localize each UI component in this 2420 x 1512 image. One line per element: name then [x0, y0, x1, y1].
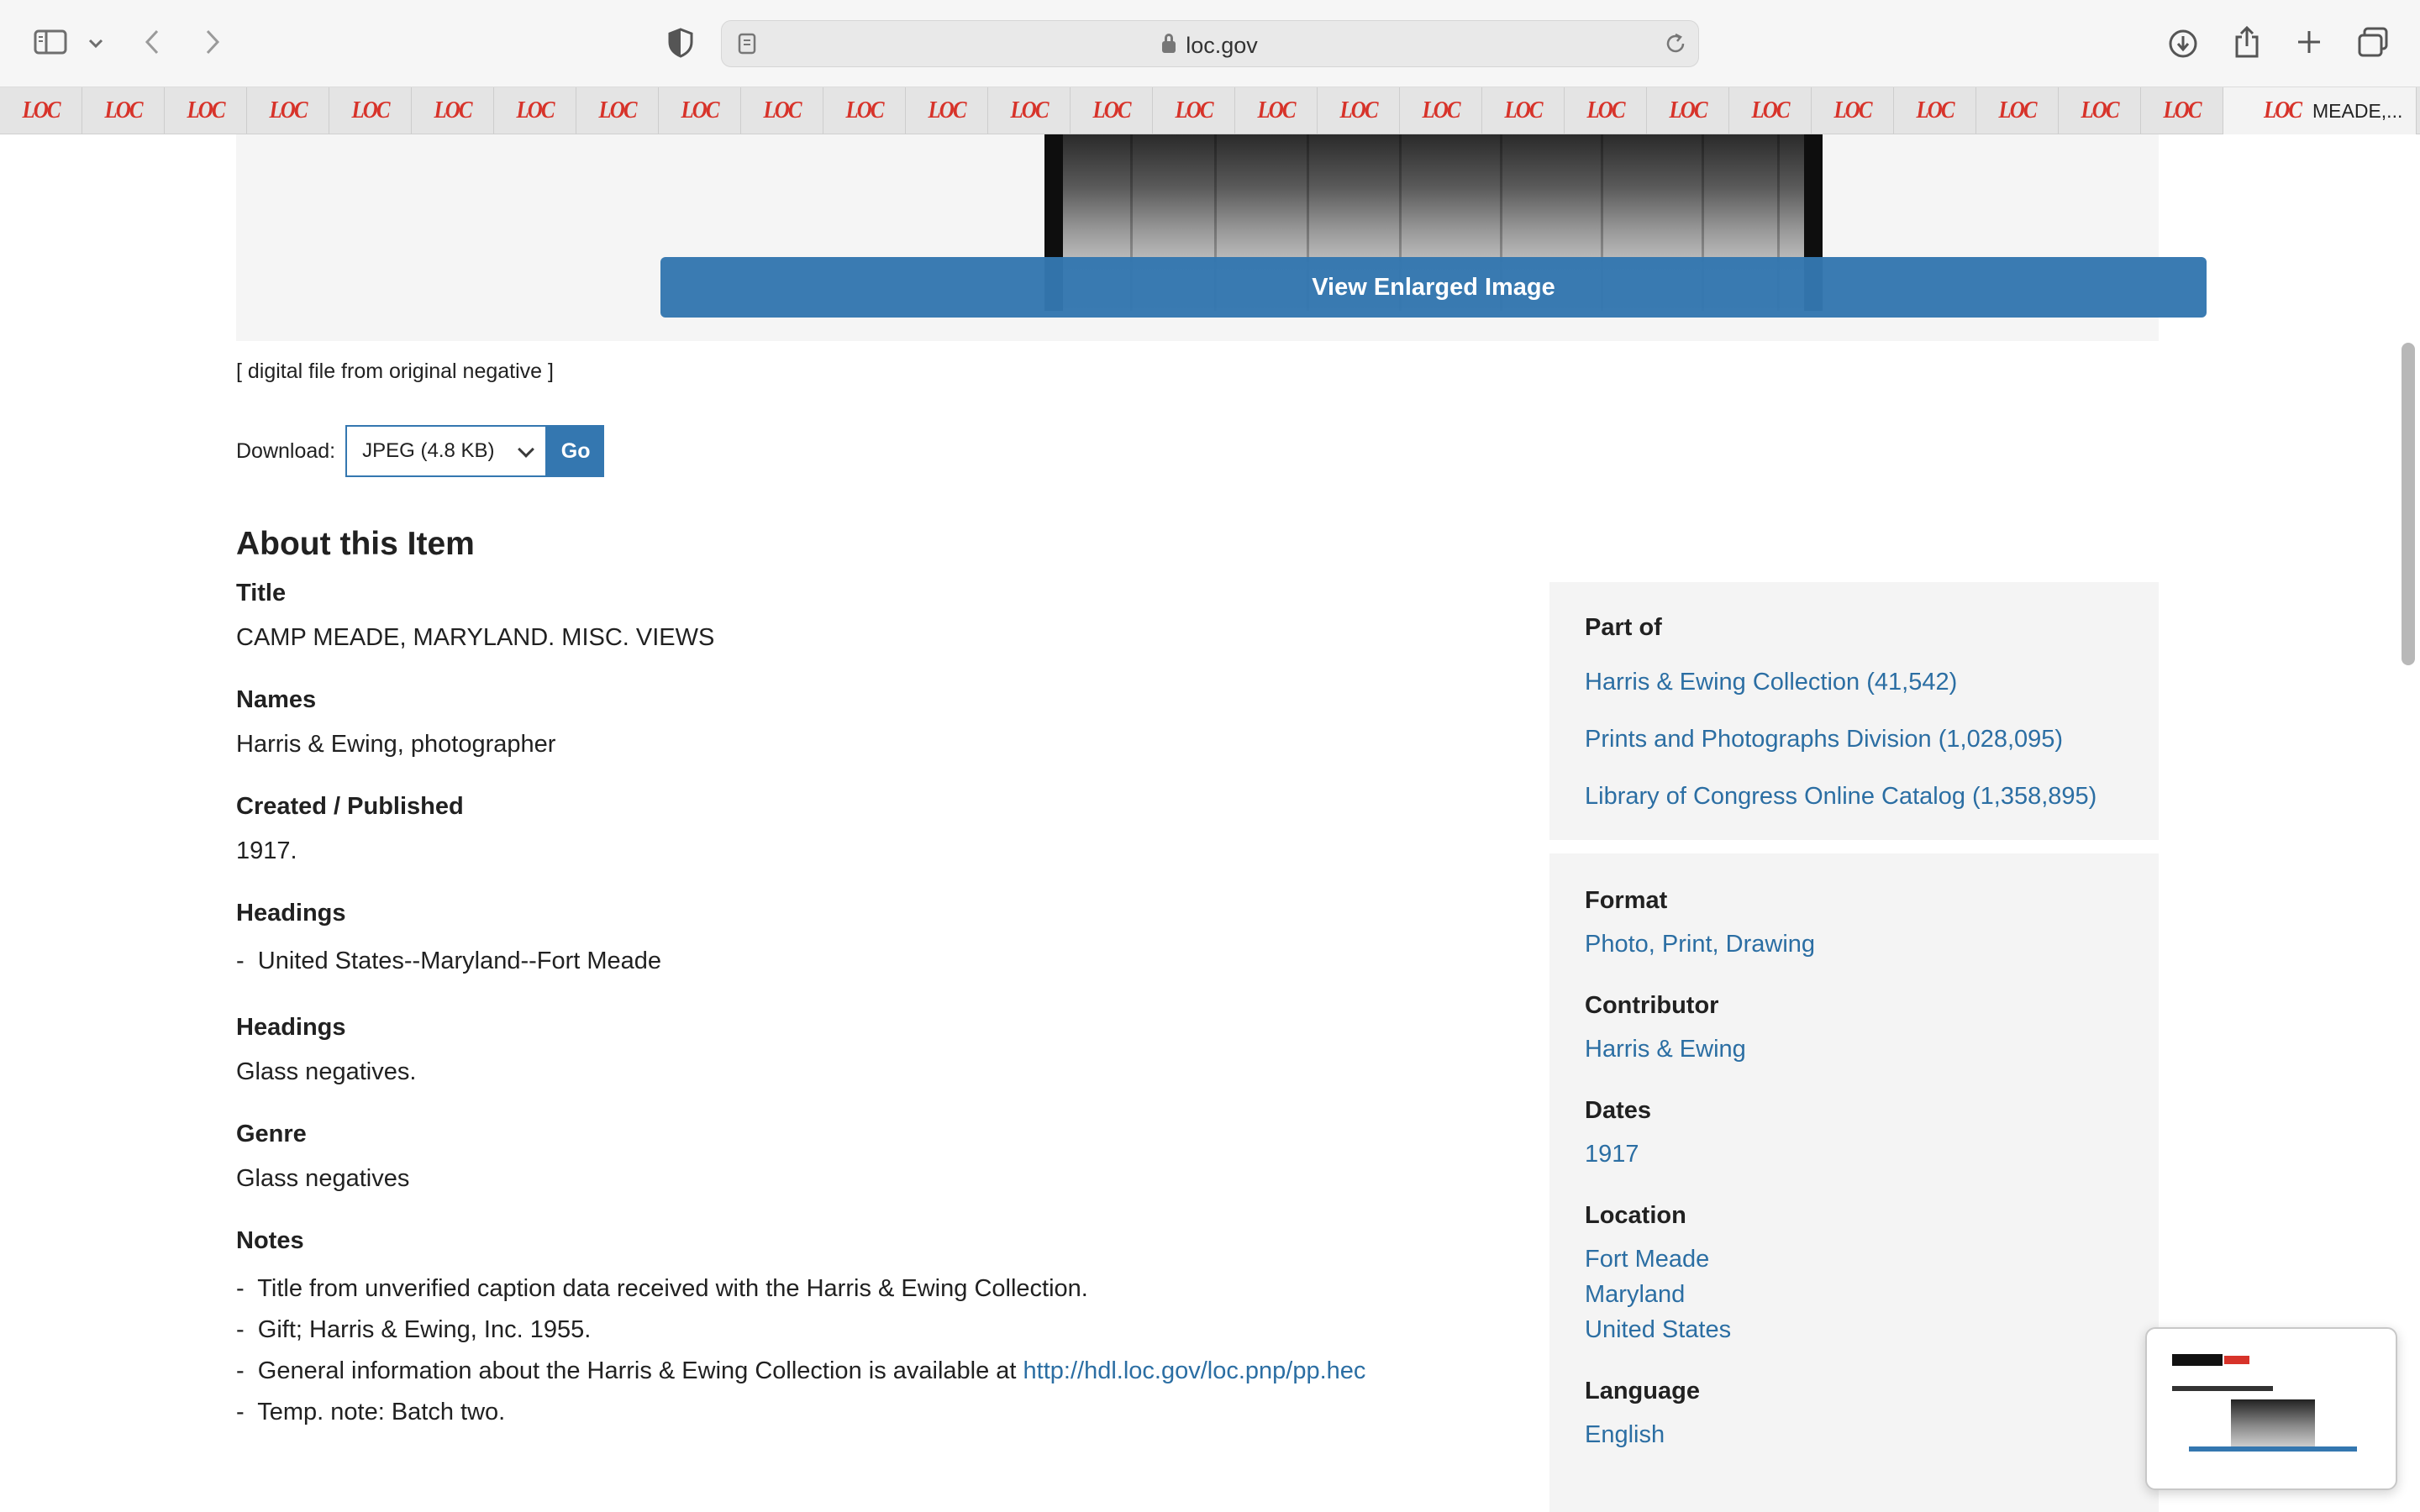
facet-link[interactable]: United States — [1585, 1316, 1732, 1343]
browser-tab[interactable] — [1482, 87, 1565, 134]
loc-favicon-icon: LOC — [681, 97, 718, 123]
back-icon[interactable] — [139, 27, 165, 57]
loc-favicon-icon: LOC — [598, 97, 636, 123]
browser-tab[interactable] — [329, 87, 412, 134]
download-label: Download: — [236, 438, 336, 463]
note-text: General information about the Harris & Ewing Collection is available at — [257, 1357, 1023, 1384]
loc-favicon-icon: LOC — [1998, 97, 2036, 123]
field-value: Glass negatives. — [236, 1058, 417, 1085]
browser-tab[interactable] — [1318, 87, 1400, 134]
about-heading: About this Item — [236, 526, 475, 562]
browser-tab[interactable] — [659, 87, 741, 134]
view-enlarged-image-button[interactable]: View Enlarged Image — [660, 257, 2207, 318]
field-label: Headings — [236, 1014, 346, 1041]
facet-link[interactable]: 1917 — [1585, 1141, 1639, 1168]
browser-tab[interactable] — [823, 87, 906, 134]
facet-dates — [1585, 1097, 2123, 1172]
reload-icon[interactable] — [1663, 31, 1688, 56]
browser-tab[interactable] — [1400, 87, 1482, 134]
browser-tab[interactable] — [1894, 87, 1976, 134]
part-of-label: Part of — [1585, 614, 1662, 641]
new-tab-icon[interactable] — [2294, 27, 2324, 57]
tab-overview-icon[interactable] — [2356, 25, 2390, 59]
field-label: Created / Published — [236, 793, 464, 820]
chevron-down-icon — [518, 441, 534, 458]
facet-contributor — [1585, 992, 2123, 1067]
browser-tab[interactable] — [988, 87, 1071, 134]
field-label: Genre — [236, 1121, 307, 1147]
browser-tab[interactable] — [1976, 87, 2059, 134]
browser-tab[interactable] — [165, 87, 247, 134]
loc-favicon-icon: LOC — [1422, 97, 1460, 123]
field-names — [236, 686, 1497, 761]
url-text — [722, 33, 1698, 59]
facet-link[interactable]: Photo, Print, Drawing — [1585, 931, 1816, 958]
loc-favicon-icon: LOC — [1586, 97, 1624, 123]
facet-link[interactable]: Maryland — [1585, 1281, 1686, 1308]
loc-favicon-icon: LOC — [928, 97, 965, 123]
address-bar[interactable] — [721, 20, 1699, 67]
loc-favicon-icon: LOC — [1751, 97, 1789, 123]
field-headings — [236, 900, 1497, 982]
facet-label: Dates — [1585, 1097, 1651, 1124]
facet-format — [1585, 887, 2123, 962]
note-item — [236, 1351, 1497, 1392]
loc-favicon-icon: LOC — [22, 97, 60, 123]
loc-favicon-icon: LOC — [351, 97, 389, 123]
field-value: - United States--Maryland--Fort Meade — [236, 941, 1497, 982]
browser-tab[interactable] — [906, 87, 988, 134]
browser-tab[interactable] — [1729, 87, 1812, 134]
field-value: Harris & Ewing, photographer — [236, 731, 556, 758]
browser-tab[interactable] — [412, 87, 494, 134]
loc-favicon-icon: LOC — [1916, 97, 1954, 123]
browser-tab[interactable] — [741, 87, 823, 134]
loc-favicon-icon: LOC — [2081, 97, 2118, 123]
thumbnail-button — [2189, 1446, 2357, 1452]
tab-title: MEADE,... — [2312, 99, 2403, 122]
loc-favicon-icon: LOC — [845, 97, 883, 123]
loc-favicon-icon: LOC — [187, 97, 224, 123]
facet-location — [1585, 1202, 2123, 1347]
browser-tab[interactable] — [494, 87, 576, 134]
thumbnail-image — [2231, 1399, 2315, 1452]
loc-favicon-icon: LOC — [516, 97, 554, 123]
browser-tab[interactable] — [1647, 87, 1729, 134]
downloads-icon[interactable] — [2166, 27, 2200, 60]
browser-tab-active[interactable] — [2223, 87, 2417, 134]
loc-favicon-icon: LOC — [1092, 97, 1130, 123]
share-icon[interactable] — [2230, 24, 2264, 60]
facets-panel — [1549, 853, 2159, 1512]
loc-favicon-icon: LOC — [2163, 97, 2201, 123]
field-value: Glass negatives — [236, 1165, 410, 1192]
field-notes — [236, 1227, 1497, 1433]
browser-tab[interactable] — [1153, 87, 1235, 134]
browser-tab[interactable] — [2141, 87, 2223, 134]
download-format-select[interactable] — [345, 425, 547, 477]
loc-favicon-icon: LOC — [1504, 97, 1542, 123]
field-label: Headings — [236, 900, 346, 927]
download-go-button[interactable]: Go — [547, 425, 604, 477]
field-value: 1917. — [236, 837, 297, 864]
sidebar-toggle-icon[interactable] — [34, 29, 67, 55]
page-preview-thumbnail[interactable] — [2145, 1327, 2397, 1490]
page-content — [0, 134, 2420, 1512]
facet-label: Format — [1585, 887, 1668, 914]
thumbnail-title — [2172, 1386, 2273, 1391]
loc-favicon-icon: LOC — [1257, 97, 1295, 123]
loc-favicon-icon: LOC — [104, 97, 142, 123]
download-format-value: JPEG (4.8 KB) — [362, 439, 495, 462]
loc-favicon-icon: LOC — [1010, 97, 1048, 123]
thumbnail-logo — [2172, 1354, 2223, 1366]
scrollbar[interactable] — [2402, 343, 2415, 665]
facet-language — [1585, 1378, 2123, 1452]
thumbnail-accent — [2224, 1356, 2249, 1364]
forward-icon[interactable] — [200, 27, 225, 57]
browser-tab[interactable] — [0, 87, 82, 134]
field-title — [236, 580, 1497, 654]
loc-favicon-icon: LOC — [2264, 97, 2301, 123]
field-label: Notes — [236, 1227, 304, 1254]
note-item: - Title from unverified caption data received with the Harris & Ewing Collection. — [236, 1268, 1497, 1310]
download-controls — [236, 425, 604, 477]
part-of-link[interactable]: Harris & Ewing Collection (41,542) — [1585, 669, 1958, 696]
field-genre — [236, 1121, 1497, 1195]
part-of-panel — [1549, 582, 2159, 840]
loc-favicon-icon: LOC — [1339, 97, 1377, 123]
part-of-link[interactable]: Prints and Photographs Division (1,028,095) — [1585, 726, 2064, 753]
facet-label: Contributor — [1585, 992, 1719, 1019]
field-label: Title — [236, 580, 287, 606]
note-item: - Gift; Harris & Ewing, Inc. 1955. — [236, 1310, 1497, 1351]
field-headings-2 — [236, 1014, 1497, 1089]
field-label: Names — [236, 686, 317, 713]
image-viewer — [236, 134, 2159, 341]
loc-favicon-icon: LOC — [763, 97, 801, 123]
privacy-shield-icon[interactable] — [666, 27, 696, 59]
url-domain: loc.gov — [1186, 33, 1258, 58]
image-caption: [ digital file from original negative ] — [236, 360, 554, 383]
facet-label: Location — [1585, 1202, 1686, 1229]
loc-favicon-icon: LOC — [434, 97, 471, 123]
part-of-link[interactable]: Library of Congress Online Catalog (1,358,895) — [1585, 783, 2097, 810]
loc-favicon-icon: LOC — [269, 97, 307, 123]
facet-link[interactable]: English — [1585, 1421, 1665, 1448]
browser-tab[interactable] — [1565, 87, 1647, 134]
browser-toolbar — [0, 0, 2420, 87]
browser-tab[interactable] — [2059, 87, 2141, 134]
lock-icon — [1162, 41, 1176, 53]
chevron-down-icon[interactable] — [86, 34, 106, 54]
item-fields — [236, 580, 1497, 1465]
tab-strip — [0, 87, 2420, 134]
loc-favicon-icon: LOC — [1833, 97, 1871, 123]
browser-tab[interactable] — [82, 87, 165, 134]
browser-tab[interactable] — [576, 87, 659, 134]
facet-link[interactable]: Fort Meade — [1585, 1246, 1710, 1273]
browser-tab[interactable] — [247, 87, 329, 134]
facet-label: Language — [1585, 1378, 1700, 1404]
collection-info-link[interactable]: http://hdl.loc.gov/loc.pnp/pp.hec — [1023, 1357, 1366, 1384]
field-created — [236, 793, 1497, 868]
browser-tab[interactable] — [1235, 87, 1318, 134]
loc-favicon-icon: LOC — [1175, 97, 1213, 123]
field-value: CAMP MEADE, MARYLAND. MISC. VIEWS — [236, 624, 715, 651]
browser-tab[interactable] — [1071, 87, 1153, 134]
facet-link[interactable]: Harris & Ewing — [1585, 1036, 1746, 1063]
browser-tab[interactable] — [1812, 87, 1894, 134]
loc-favicon-icon: LOC — [1669, 97, 1707, 123]
note-item: - Temp. note: Batch two. — [236, 1392, 1497, 1433]
